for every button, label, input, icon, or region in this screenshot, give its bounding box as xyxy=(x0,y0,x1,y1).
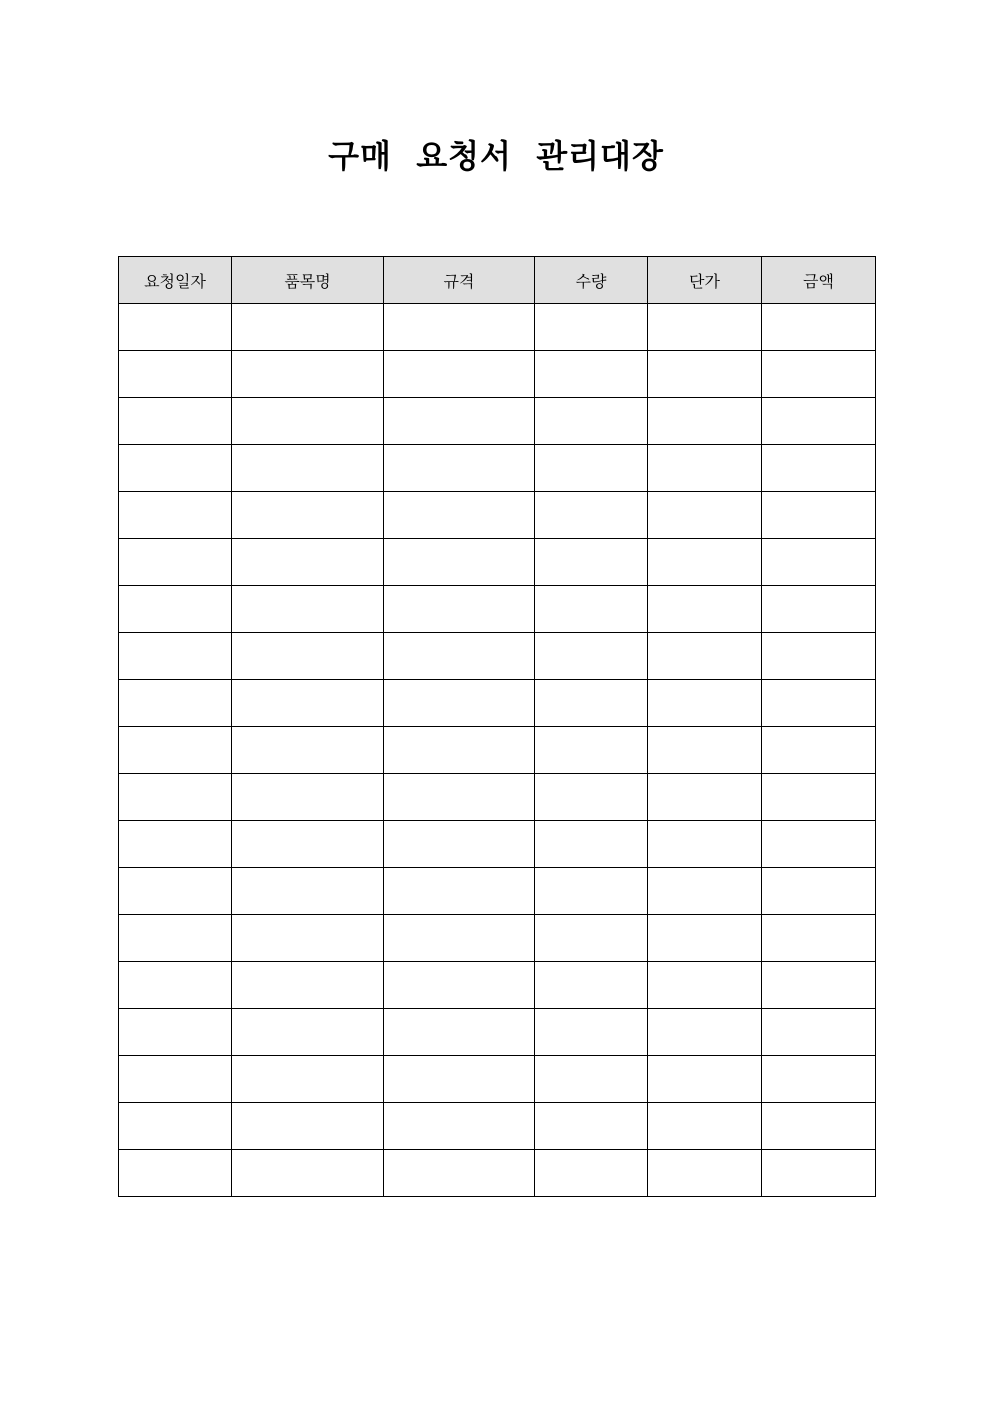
column-header-amount: 금액 xyxy=(762,257,876,304)
cell-item-name[interactable] xyxy=(232,1150,384,1197)
cell-quantity[interactable] xyxy=(535,445,648,492)
cell-amount[interactable] xyxy=(762,680,876,727)
cell-request-date[interactable] xyxy=(119,915,232,962)
cell-unit-price[interactable] xyxy=(648,304,762,351)
cell-item-name[interactable] xyxy=(232,727,384,774)
cell-specification[interactable] xyxy=(384,1009,535,1056)
table-row xyxy=(119,1150,876,1197)
cell-amount[interactable] xyxy=(762,915,876,962)
cell-item-name[interactable] xyxy=(232,962,384,1009)
cell-quantity[interactable] xyxy=(535,915,648,962)
cell-unit-price[interactable] xyxy=(648,539,762,586)
cell-quantity[interactable] xyxy=(535,774,648,821)
cell-quantity[interactable] xyxy=(535,586,648,633)
cell-item-name[interactable] xyxy=(232,445,384,492)
cell-item-name[interactable] xyxy=(232,398,384,445)
cell-item-name[interactable] xyxy=(232,633,384,680)
cell-quantity[interactable] xyxy=(535,492,648,539)
table-row xyxy=(119,633,876,680)
cell-unit-price[interactable] xyxy=(648,492,762,539)
cell-quantity[interactable] xyxy=(535,868,648,915)
cell-amount[interactable] xyxy=(762,633,876,680)
cell-amount[interactable] xyxy=(762,868,876,915)
cell-unit-price[interactable] xyxy=(648,1103,762,1150)
cell-specification[interactable] xyxy=(384,304,535,351)
cell-item-name[interactable] xyxy=(232,304,384,351)
cell-amount[interactable] xyxy=(762,1056,876,1103)
cell-amount[interactable] xyxy=(762,539,876,586)
cell-quantity[interactable] xyxy=(535,821,648,868)
table-row xyxy=(119,680,876,727)
cell-unit-price[interactable] xyxy=(648,1056,762,1103)
cell-item-name[interactable] xyxy=(232,1009,384,1056)
cell-specification[interactable] xyxy=(384,539,535,586)
cell-amount[interactable] xyxy=(762,586,876,633)
cell-specification[interactable] xyxy=(384,633,535,680)
cell-amount[interactable] xyxy=(762,821,876,868)
cell-request-date[interactable] xyxy=(119,633,232,680)
cell-amount[interactable] xyxy=(762,492,876,539)
cell-item-name[interactable] xyxy=(232,915,384,962)
column-header-quantity: 수량 xyxy=(535,257,648,304)
table-row xyxy=(119,1056,876,1103)
cell-specification[interactable] xyxy=(384,445,535,492)
cell-amount[interactable] xyxy=(762,1150,876,1197)
cell-quantity[interactable] xyxy=(535,539,648,586)
cell-unit-price[interactable] xyxy=(648,915,762,962)
table-row xyxy=(119,821,876,868)
cell-request-date[interactable] xyxy=(119,680,232,727)
cell-amount[interactable] xyxy=(762,1103,876,1150)
table-row xyxy=(119,868,876,915)
cell-request-date[interactable] xyxy=(119,492,232,539)
table-row xyxy=(119,492,876,539)
cell-specification[interactable] xyxy=(384,1150,535,1197)
cell-request-date[interactable] xyxy=(119,962,232,1009)
cell-quantity[interactable] xyxy=(535,304,648,351)
cell-specification[interactable] xyxy=(384,962,535,1009)
cell-amount[interactable] xyxy=(762,351,876,398)
cell-unit-price[interactable] xyxy=(648,821,762,868)
column-header-unit-price: 단가 xyxy=(648,257,762,304)
table-row xyxy=(119,445,876,492)
cell-specification[interactable] xyxy=(384,398,535,445)
table-row xyxy=(119,304,876,351)
cell-unit-price[interactable] xyxy=(648,351,762,398)
cell-unit-price[interactable] xyxy=(648,774,762,821)
cell-specification[interactable] xyxy=(384,727,535,774)
cell-specification[interactable] xyxy=(384,868,535,915)
cell-quantity[interactable] xyxy=(535,727,648,774)
cell-quantity[interactable] xyxy=(535,398,648,445)
cell-request-date[interactable] xyxy=(119,1103,232,1150)
page-title: 구매 요청서 관리대장 xyxy=(328,137,664,175)
cell-item-name[interactable] xyxy=(232,586,384,633)
cell-amount[interactable] xyxy=(762,1009,876,1056)
purchase-request-ledger-table xyxy=(118,256,876,1197)
column-header-specification: 규격 xyxy=(384,257,535,304)
cell-unit-price[interactable] xyxy=(648,727,762,774)
cell-request-date[interactable] xyxy=(119,1056,232,1103)
cell-specification[interactable] xyxy=(384,680,535,727)
table-row xyxy=(119,727,876,774)
cell-request-date[interactable] xyxy=(119,1150,232,1197)
cell-quantity[interactable] xyxy=(535,680,648,727)
cell-amount[interactable] xyxy=(762,445,876,492)
cell-quantity[interactable] xyxy=(535,962,648,1009)
table-body xyxy=(119,304,876,1197)
table-row xyxy=(119,1009,876,1056)
cell-quantity[interactable] xyxy=(535,1056,648,1103)
table-header-row xyxy=(119,257,876,304)
table-row xyxy=(119,962,876,1009)
cell-specification[interactable] xyxy=(384,774,535,821)
table-row xyxy=(119,774,876,821)
cell-request-date[interactable] xyxy=(119,539,232,586)
cell-item-name[interactable] xyxy=(232,492,384,539)
cell-request-date[interactable] xyxy=(119,586,232,633)
cell-quantity[interactable] xyxy=(535,1009,648,1056)
cell-request-date[interactable] xyxy=(119,351,232,398)
table-row xyxy=(119,586,876,633)
cell-quantity[interactable] xyxy=(535,1103,648,1150)
cell-item-name[interactable] xyxy=(232,539,384,586)
table-row xyxy=(119,915,876,962)
cell-item-name[interactable] xyxy=(232,1103,384,1150)
cell-item-name[interactable] xyxy=(232,821,384,868)
table-row xyxy=(119,398,876,445)
cell-specification[interactable] xyxy=(384,1056,535,1103)
cell-request-date[interactable] xyxy=(119,727,232,774)
cell-unit-price[interactable] xyxy=(648,1009,762,1056)
cell-item-name[interactable] xyxy=(232,1056,384,1103)
cell-request-date[interactable] xyxy=(119,398,232,445)
cell-item-name[interactable] xyxy=(232,868,384,915)
cell-unit-price[interactable] xyxy=(648,586,762,633)
cell-quantity[interactable] xyxy=(535,351,648,398)
table-row xyxy=(119,351,876,398)
column-header-item-name: 품목명 xyxy=(232,257,384,304)
cell-specification[interactable] xyxy=(384,492,535,539)
cell-unit-price[interactable] xyxy=(648,1150,762,1197)
cell-unit-price[interactable] xyxy=(648,445,762,492)
cell-amount[interactable] xyxy=(762,304,876,351)
cell-specification[interactable] xyxy=(384,586,535,633)
cell-request-date[interactable] xyxy=(119,445,232,492)
cell-specification[interactable] xyxy=(384,821,535,868)
table-row xyxy=(119,1103,876,1150)
cell-amount[interactable] xyxy=(762,727,876,774)
cell-unit-price[interactable] xyxy=(648,680,762,727)
cell-request-date[interactable] xyxy=(119,868,232,915)
cell-unit-price[interactable] xyxy=(648,962,762,1009)
cell-item-name[interactable] xyxy=(232,351,384,398)
cell-unit-price[interactable] xyxy=(648,398,762,445)
cell-amount[interactable] xyxy=(762,774,876,821)
cell-item-name[interactable] xyxy=(232,680,384,727)
cell-amount[interactable] xyxy=(762,962,876,1009)
cell-request-date[interactable] xyxy=(119,304,232,351)
cell-unit-price[interactable] xyxy=(648,633,762,680)
cell-specification[interactable] xyxy=(384,915,535,962)
cell-item-name[interactable] xyxy=(232,774,384,821)
cell-specification[interactable] xyxy=(384,351,535,398)
cell-request-date[interactable] xyxy=(119,821,232,868)
cell-quantity[interactable] xyxy=(535,1150,648,1197)
cell-specification[interactable] xyxy=(384,1103,535,1150)
table-row xyxy=(119,539,876,586)
cell-request-date[interactable] xyxy=(119,774,232,821)
cell-unit-price[interactable] xyxy=(648,868,762,915)
column-header-request-date: 요청일자 xyxy=(119,257,232,304)
cell-quantity[interactable] xyxy=(535,633,648,680)
cell-request-date[interactable] xyxy=(119,1009,232,1056)
cell-amount[interactable] xyxy=(762,398,876,445)
